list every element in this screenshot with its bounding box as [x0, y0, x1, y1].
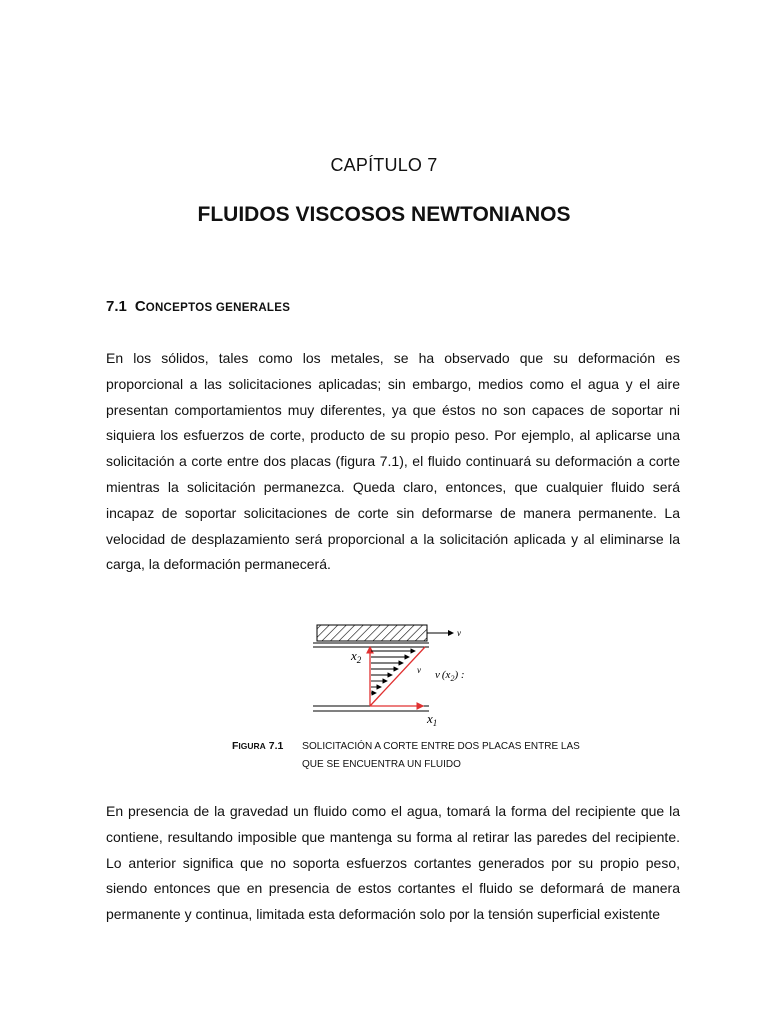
figure-caption-text — [302, 737, 580, 774]
velocity-profile-line — [370, 647, 425, 706]
velocity-top-label: v — [457, 628, 461, 638]
chapter-label: CAPÍTULO 7 — [330, 155, 438, 175]
x1-label: $x_1$ — [427, 711, 438, 728]
caption-line-2: QUE SE ENCUENTRA UN FLUIDO — [302, 759, 461, 770]
section-initial: C — [134, 298, 146, 315]
chapter-title: FLUIDOS VISCOSOS NEWTONIANOS — [197, 203, 571, 226]
section-title: ONCEPTOS GENERALES — [145, 302, 291, 314]
paragraph-1: En los sólidos, tales como los metales, se ha observado que su deformación es proporcional a las solicitaciones aplicadas; sin embargo, medios como el agua y el aire presentan comportamientos muy diferentes, ya que éstos no son capaces de soportar ni siquiera los esfuerzos de corte, producto de su propio peso. Por ejemplo, al aplicarse una solicitación a corte entre dos placas (figura 7.1), el fluido continuará su deformación a corte mientras la solicitación permanezca. Queda claro, entonces, que cualquier fluido será incapaz de soportar solicitaciones de corte sin deformarse de manera permanente. La velocidad de desplazamiento será proporcional a la solicitación aplicada y al eliminarse la carga, la deformación permanecerá. — [106, 350, 680, 573]
shear-flow-diagram — [305, 615, 485, 730]
caption-line-1: SOLICITACIÓN A CORTE ENTRE DOS PLACAS ENTRE LAS — [302, 740, 580, 752]
x2-label: $x_2$ — [351, 648, 362, 665]
profile-label: v $(x_2)$ : — [435, 669, 465, 683]
figure-label: FIGURA 7.1 — [232, 740, 284, 752]
figure-caption — [232, 737, 580, 774]
section-number: 7.1 — [106, 298, 127, 315]
paragraph-2: En presencia de la gravedad un fluido como el agua, tomará la forma del recipiente que la contiene, resultando imposible que mantenga su forma al retirar las paredes del recipiente. Lo anterior significa que no soporta esfuerzos cortantes generados por su propio peso, siendo entonces que en presencia de estos cortantes el fluido se deformará de manera permanente y continua, limitada esta deformación solo por la tensión superficial existente — [106, 803, 680, 923]
section-heading — [106, 298, 290, 315]
velocity-arrows — [371, 651, 415, 693]
velocity-mid-label: v — [417, 665, 421, 675]
top-plate — [317, 625, 427, 641]
